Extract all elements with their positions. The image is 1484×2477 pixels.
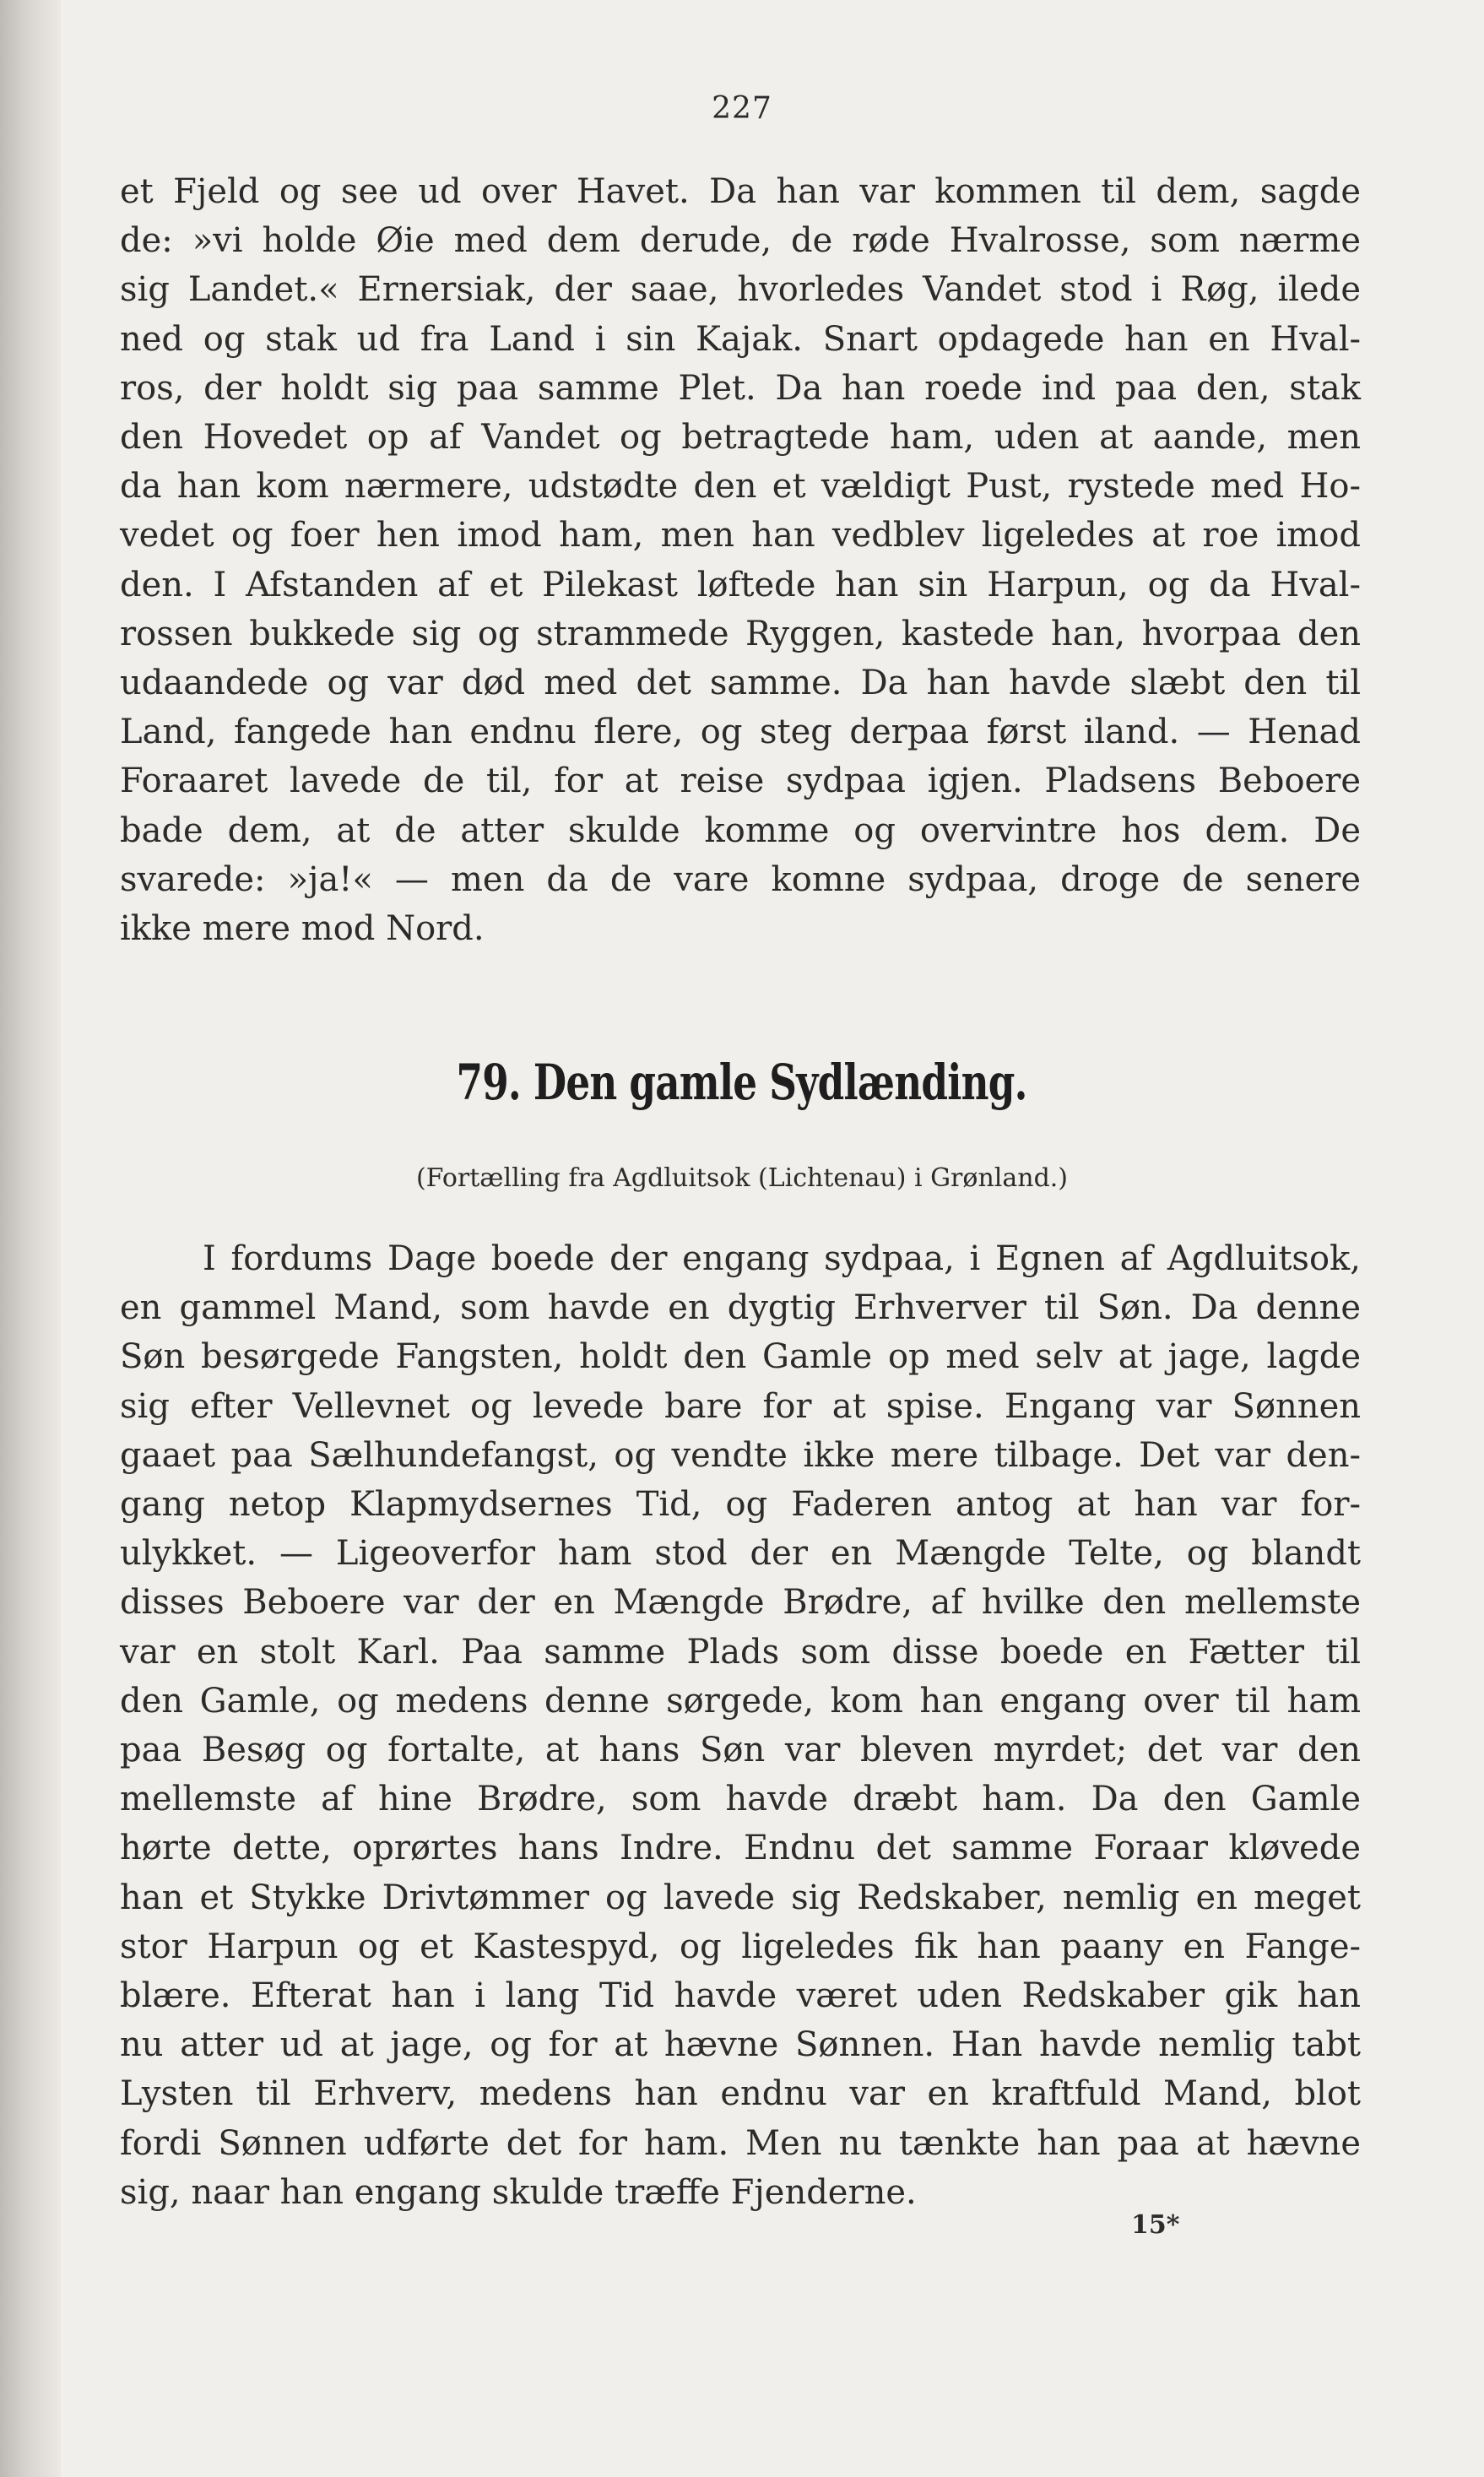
text-line: stor Harpun og et Kastespyd, og ligeledes fik han paany en Fange-	[120, 1927, 1361, 1966]
text-line: han et Stykke Drivtømmer og lavede sig Redskaber, nemlig en meget	[120, 1878, 1361, 1917]
text-line: den Gamle, og medens denne sørgede, kom han engang over til ham	[120, 1681, 1361, 1721]
text-line: Foraaret lavede de til, for at reise sydpaa igjen. Pladsens Beboere	[120, 762, 1361, 801]
text-line: de: »vi holde Øie med dem derude, de røde Hvalrosse, som nærme	[120, 221, 1361, 261]
text-line: sig Landet.« Ernersiak, der saae, hvorledes Vandet stod i Røg, ilede	[120, 270, 1361, 310]
text-line: I fordums Dage boede der engang sydpaa, i Egnen af Agdluitsok,	[203, 1239, 1361, 1278]
text-line: blære. Efterat han i lang Tid havde været uden Redskaber gik han	[120, 1976, 1361, 2016]
text-line: paa Besøg og fortalte, at hans Søn var bleven myrdet; det var den	[120, 1731, 1361, 1770]
text-line: gang netop Klapmydsernes Tid, og Faderen antog at han var for-	[120, 1485, 1361, 1525]
text-line: rossen bukkede sig og strammede Ryggen, kastede han, hvorpaa den	[120, 614, 1361, 653]
text-line: hørte dette, oprørtes hans Indre. Endnu det samme Foraar kløvede	[120, 1829, 1361, 1868]
text-line: et Fjeld og see ud over Havet. Da han var kommen til dem, sagde	[120, 172, 1361, 211]
text-line: var en stolt Karl. Paa samme Plads som disse boede en Fætter til	[120, 1632, 1361, 1672]
signature-mark: 15*	[1131, 2210, 1180, 2240]
text-line: Land, fangede han endnu flere, og steg derpaa først iland. — Henad	[120, 713, 1361, 752]
text-line: vedet og foer hen imod ham, men han vedblev ligeledes at roe imod	[120, 516, 1361, 556]
text-line: ulykket. — Ligeoverfor ham stod der en Mængde Telte, og blandt	[120, 1534, 1361, 1574]
text-line: bade dem, at de atter skulde komme og overvintre hos dem. De	[120, 810, 1361, 850]
paragraph-continued	[120, 167, 1361, 953]
chapter-heading: 79. Den gamle Sydlænding.	[456, 1054, 1027, 1111]
text-line: da han kom nærmere, udstødte den et vældigt Pust, rystede med Ho-	[120, 467, 1361, 507]
text-line: svarede: »ja!« — men da de vare komne sydpaa, droge de senere	[120, 859, 1361, 899]
text-line: nu atter ud at jage, og for at hævne Sønnen. Han havde nemlig tabt	[120, 2025, 1361, 2065]
text-line: disses Beboere var der en Mængde Brødre, af hvilke den mellemste	[120, 1583, 1361, 1623]
text-line: Lysten til Erhverv, medens han endnu var en kraftfuld Mand, blot	[120, 2074, 1361, 2114]
text-line: fordi Sønnen udførte det for ham. Men nu tænkte han paa at hævne	[120, 2123, 1361, 2163]
text-line: gaaet paa Sælhundefangst, og vendte ikke mere tilbage. Det var den-	[120, 1435, 1361, 1475]
text-line: ned og stak ud fra Land i sin Kajak. Snart opdagede han en Hval-	[120, 319, 1361, 359]
text-line: sig, naar han engang skulde træffe Fjenderne.	[120, 2172, 917, 2212]
paragraph-story	[120, 1234, 1361, 2217]
text-line: den Hovedet op af Vandet og betragtede ham, uden at aande, men	[120, 418, 1361, 458]
text-line: ikke mere mod Nord.	[120, 909, 485, 949]
text-line: sig efter Vellevnet og levede bare for at spise. Engang var Sønnen	[120, 1386, 1361, 1426]
chapter-subheading: (Fortælling fra Agdluitsok (Lichtenau) i Grønland.)	[415, 1163, 1069, 1193]
page-number: 227	[712, 91, 772, 126]
text-line: ros, der holdt sig paa samme Plet. Da han roede ind paa den, stak	[120, 368, 1361, 408]
text-line: udaandede og var død med det samme. Da han havde slæbt den til	[120, 664, 1361, 703]
text-line: en gammel Mand, som havde en dygtig Erhverver til Søn. Da denne	[120, 1288, 1361, 1328]
text-line: Søn besørgede Fangsten, holdt den Gamle op med selv at jage, lagde	[120, 1337, 1361, 1377]
text-line: mellemste af hine Brødre, som havde dræbt ham. Da den Gamle	[120, 1780, 1361, 1819]
text-line: den. I Afstanden af et Pilekast løftede han sin Harpun, og da Hval-	[120, 565, 1361, 604]
